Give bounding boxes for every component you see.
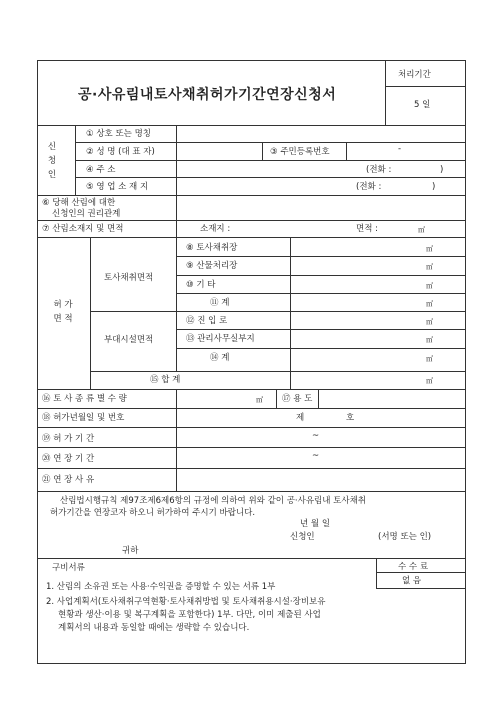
permit-row-line-4 xyxy=(176,329,465,330)
soil-row-1-unit: ㎡ xyxy=(426,245,433,253)
permit-group-line xyxy=(90,311,465,312)
applicant-bottom-line xyxy=(37,195,466,196)
use-label: ⑰ 용 도 xyxy=(282,394,313,404)
permit-no-suffix: 호 xyxy=(346,413,355,423)
permit-total-unit: ㎡ xyxy=(426,377,433,385)
attachments-header: 구비서류 xyxy=(52,563,85,573)
title-bottom-line xyxy=(37,125,466,126)
address-label: ④ 주 소 xyxy=(86,165,116,175)
facility-row-3: ⑭ 계 xyxy=(210,353,230,363)
facility-row-2-unit: ㎡ xyxy=(426,336,433,344)
facility-row-1-unit: ㎡ xyxy=(426,318,433,326)
fee-divider xyxy=(376,558,377,588)
fee-value: 없 음 xyxy=(402,576,422,586)
form-title: 공·사유림내토사채취허가기간연장신청서 xyxy=(78,87,337,103)
soil-group-label: 토사채취면적 xyxy=(104,273,154,283)
business-label: ⑤ 영 업 소 재 지 xyxy=(86,182,149,192)
permit-no-label: ⑱ 허가년월일 및 번호 xyxy=(42,413,125,423)
declaration-signature-label: (서명 또는 인) xyxy=(378,532,432,542)
period-label: ⑲ 허 가 기 간 xyxy=(42,434,95,444)
location-label: ⑦ 산림소재지 및 면적 xyxy=(42,224,124,234)
soil-row-3-unit: ㎡ xyxy=(426,282,433,290)
permit-row-line-2 xyxy=(176,275,465,276)
detail-line-4 xyxy=(37,468,466,469)
soil-row-3: ⑩ 기 타 xyxy=(186,280,216,290)
permit-row-line-3 xyxy=(176,293,465,294)
declaration-line2: 허가기간을 연장코자 하오니 허가하여 주시기 바랍니다. xyxy=(50,508,256,518)
row-line-3 xyxy=(75,177,465,178)
frame-right xyxy=(465,60,466,663)
soil-row-2-unit: ㎡ xyxy=(426,263,433,271)
permit-bottom-line xyxy=(37,389,466,390)
use-divider-right xyxy=(318,389,319,408)
phone-close-1: ) xyxy=(440,165,444,175)
row-line-2 xyxy=(75,160,465,161)
location-area-unit: ㎡ xyxy=(418,226,425,234)
permit-area-divider xyxy=(90,237,91,389)
detail-line-1 xyxy=(37,408,466,409)
declaration-addressee: 귀하 xyxy=(122,546,139,556)
frame-left xyxy=(37,60,38,663)
fee-label: 수 수 료 xyxy=(398,562,429,572)
facility-row-3-unit: ㎡ xyxy=(426,355,433,363)
phone-label-2: (전화 : xyxy=(356,182,382,192)
details-divider xyxy=(176,389,177,492)
attachment-item2-line3: 계획서의 내용과 동일할 때에는 생략할 수 있습니다. xyxy=(58,623,250,633)
facility-group-label: 부대시설면적 xyxy=(104,335,154,345)
permit-value-divider xyxy=(290,237,291,389)
permit-total-label: ⑮ 합 계 xyxy=(150,375,181,385)
fee-bottom-line xyxy=(376,588,465,589)
id-divider-left xyxy=(262,142,263,160)
fee-mid-line xyxy=(376,572,465,573)
title-divider xyxy=(385,60,386,125)
detail-line-2 xyxy=(37,427,466,428)
phone-close-2: ) xyxy=(432,182,436,192)
permit-row-line-5 xyxy=(176,348,465,349)
ext-value: ~ xyxy=(312,451,320,461)
processing-divider xyxy=(385,86,465,87)
soil-row-1: ⑧ 토사채취장 xyxy=(186,243,238,253)
detail-line-3 xyxy=(37,447,466,448)
name-label: ① 상호 또는 명칭 xyxy=(86,129,151,139)
id-label: ③ 주민등록번호 xyxy=(270,147,330,157)
permit-row-line-1 xyxy=(176,256,465,257)
id-divider-right xyxy=(346,142,347,160)
rights-label-line2: 신청인의 권리관계 xyxy=(52,209,121,219)
permit-area-section-label: 허 가 면 적 xyxy=(53,300,73,324)
rights-bottom-line xyxy=(37,220,466,221)
attachment-item2-line1: 2. 사업계획서(토사채취구역현황·토사채취방법 및 토사채취용시설·장비보유 xyxy=(46,597,326,607)
frame-bottom xyxy=(37,663,466,664)
kind-unit: ㎥ xyxy=(256,396,263,404)
soil-row-4: ⑪ 계 xyxy=(210,298,230,308)
soil-row-2: ⑨ 산물처리장 xyxy=(186,261,238,271)
permit-total-line xyxy=(90,371,465,372)
rights-label-line1: ⑥ 당해 산림에 대한 xyxy=(42,198,116,208)
location-bottom-line xyxy=(37,237,466,238)
attachment-item1: 1. 산림의 소유권 또는 사용·수익권을 증명할 수 있는 서류 1부 xyxy=(46,582,276,592)
phone-label-1: (전화 : xyxy=(366,165,392,175)
soil-row-4-unit: ㎡ xyxy=(426,300,433,308)
reason-label: ㉑ 연 장 사 유 xyxy=(42,475,95,485)
location-area-label: 면적 : xyxy=(356,224,378,234)
declaration-applicant-label: 신청인 xyxy=(290,532,315,542)
permit-no-mid: 제 xyxy=(296,413,305,423)
applicant-section-label: 신 청 인 xyxy=(47,142,57,180)
use-divider-left xyxy=(276,389,277,408)
ext-label: ⑳ 연 장 기 간 xyxy=(42,454,95,464)
id-value: - xyxy=(398,144,402,154)
processing-period-value: 5 일 xyxy=(414,100,431,110)
declaration-date: 년 월 일 xyxy=(300,519,331,529)
rights-divider xyxy=(176,195,177,237)
period-value: ~ xyxy=(312,431,320,441)
facility-row-1: ⑫ 진 입 로 xyxy=(186,316,228,326)
attachment-item2-line2: 현황과 생산·이용 및 복구계획을 포함한다) 1부. 다만, 이미 제출된 사업 xyxy=(58,610,321,620)
location-address-label: 소재지 : xyxy=(200,224,231,234)
details-bottom-line xyxy=(37,491,466,492)
kind-label: ⑯ 토 사 종 류 별 수 량 xyxy=(42,394,127,404)
declaration-bottom-line xyxy=(37,558,466,559)
permit-group-divider xyxy=(176,237,177,371)
row-line-1 xyxy=(75,142,465,143)
processing-period-label: 처리기간 xyxy=(398,70,431,80)
facility-row-2: ⑬ 관리사무실부지 xyxy=(186,334,255,344)
rep-label: ② 성 명 (대 표 자) xyxy=(86,147,155,157)
frame-top xyxy=(37,60,466,61)
declaration-line1: 산림법시행규칙 제97조제6제6항의 규정에 의하여 위와 같이 공·사유림내 토사채취 xyxy=(60,496,367,506)
